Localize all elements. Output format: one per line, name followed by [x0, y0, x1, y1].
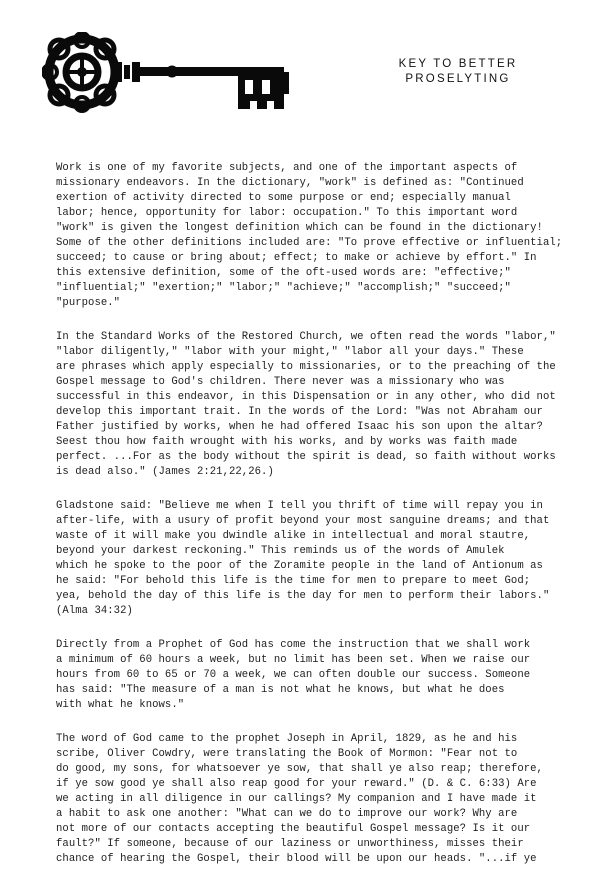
text-line: which he spoke to the poor of the Zoramite people in the land of Antionum as — [56, 560, 543, 573]
text-line: a habit to ask one another: "What can we do to improve our work? Why are — [56, 807, 518, 820]
text-line: hours from 60 to 65 or 70 a week, we can often double our success. Someone — [56, 668, 531, 681]
paragraph-5 — [56, 732, 562, 867]
text-line: Father justified by works, when he had offered Isaac his son upon the altar? — [56, 421, 543, 434]
body-text — [56, 161, 562, 885]
text-line: The word of God came to the prophet Joseph in April, 1829, as he and his — [56, 732, 518, 745]
text-line: scribe, Oliver Cowdry, were translating the Book of Mormon: "Fear not to — [56, 747, 518, 760]
document-title — [378, 57, 538, 87]
page-header — [0, 0, 600, 130]
text-line: "labor diligently," "labor with your might," "labor all your days." These — [56, 346, 524, 359]
title-line-1: KEY TO BETTER — [398, 58, 518, 70]
text-line: successful in this endeavor, in this Dispensation or in any other, who did not — [56, 391, 556, 404]
text-line: perfect. ...For as the body without the spirit is dead, so faith without works — [56, 451, 556, 464]
text-line: beyond your darkest reckoning." This reminds us of the words of Amulek — [56, 545, 505, 558]
text-line: Some of the other definitions included are: "To prove effective or influential; — [56, 237, 563, 250]
text-line: "influential;" "exertion;" "labor;" "achieve;" "accomplish;" "succeed;" — [56, 282, 511, 295]
text-line: Gladstone said: "Believe me when I tell you thrift of time will repay you in — [56, 499, 543, 512]
text-line: yea, behold the day of this life is the day for men to perform their labors." — [56, 590, 550, 603]
title-line-2: PROSELYTING — [405, 73, 511, 85]
paragraph-2 — [56, 330, 562, 480]
text-line: In the Standard Works of the Restored Church, we often read the words "labor," — [56, 330, 556, 343]
text-line: has said: "The measure of a man is not what he knows, but what he does — [56, 683, 505, 696]
paragraph-1 — [56, 161, 562, 311]
text-line: we acting in all diligence in our callings? My companion and I have made it — [56, 792, 537, 805]
text-line: is dead also." (James 2:21,22,26.) — [56, 466, 274, 479]
text-line: Seest thou how faith wrought with his works, and by works was faith made — [56, 436, 518, 449]
text-line: he said: "For behold this life is the time for men to prepare to meet God; — [56, 575, 531, 588]
text-line: after-life, with a usury of profit beyond your most sanguine dreams; and that — [56, 514, 550, 527]
text-line: missionary endeavors. In the dictionary, "work" is defined as: "Continued — [56, 177, 524, 190]
text-line: this extensive definition, some of the oft-used words are: "effective;" — [56, 267, 511, 280]
text-line: are phrases which apply especially to missionaries, or to the preaching of the — [56, 361, 556, 374]
text-line: labor; hence, opportunity for labor: occupation." To this important word — [56, 207, 518, 220]
skeleton-key-icon — [42, 32, 292, 114]
text-line: "work" is given the longest definition which can be found in the dictionary! — [56, 222, 543, 235]
paragraph-3 — [56, 499, 562, 619]
text-line: "purpose." — [56, 297, 121, 310]
text-line: waste of it will make you dwindle alike in intellectual and moral stautre, — [56, 530, 531, 543]
text-line: a minimum of 60 hours a week, but no limit has been set. When we raise our — [56, 653, 531, 666]
text-line: Directly from a Prophet of God has come the instruction that we shall work — [56, 638, 531, 651]
text-line: Gospel message to God's children. There never was a missionary who was — [56, 376, 505, 389]
text-line: exertion of activity directed to some purpose or end; especially manual — [56, 192, 511, 205]
text-line: fault?" If someone, because of our laziness or unworthiness, misses their — [56, 837, 524, 850]
paragraph-4 — [56, 638, 562, 713]
text-line: develop this important trait. In the words of the Lord: "Was not Abraham our — [56, 406, 543, 419]
text-line: if ye sow good ye shall also reap good for your reward." (D. & C. 6:33) Are — [56, 777, 537, 790]
text-line: with what he knows." — [56, 699, 185, 711]
text-line: Work is one of my favorite subjects, and one of the important aspects of — [56, 162, 518, 174]
text-line: do good, my sons, for whatsoever ye sow, that shall ye also reap; therefore, — [56, 762, 543, 775]
text-line: not more of our contacts accepting the beautiful Gospel message? Is it our — [56, 822, 531, 835]
text-line: chance of hearing the Gospel, their blood will be upon our heads. "...if ye — [56, 852, 537, 865]
text-line: (Alma 34:32) — [56, 605, 133, 618]
text-line: succeed; to cause or bring about; effect; to make or achieve by effort." In — [56, 252, 537, 265]
